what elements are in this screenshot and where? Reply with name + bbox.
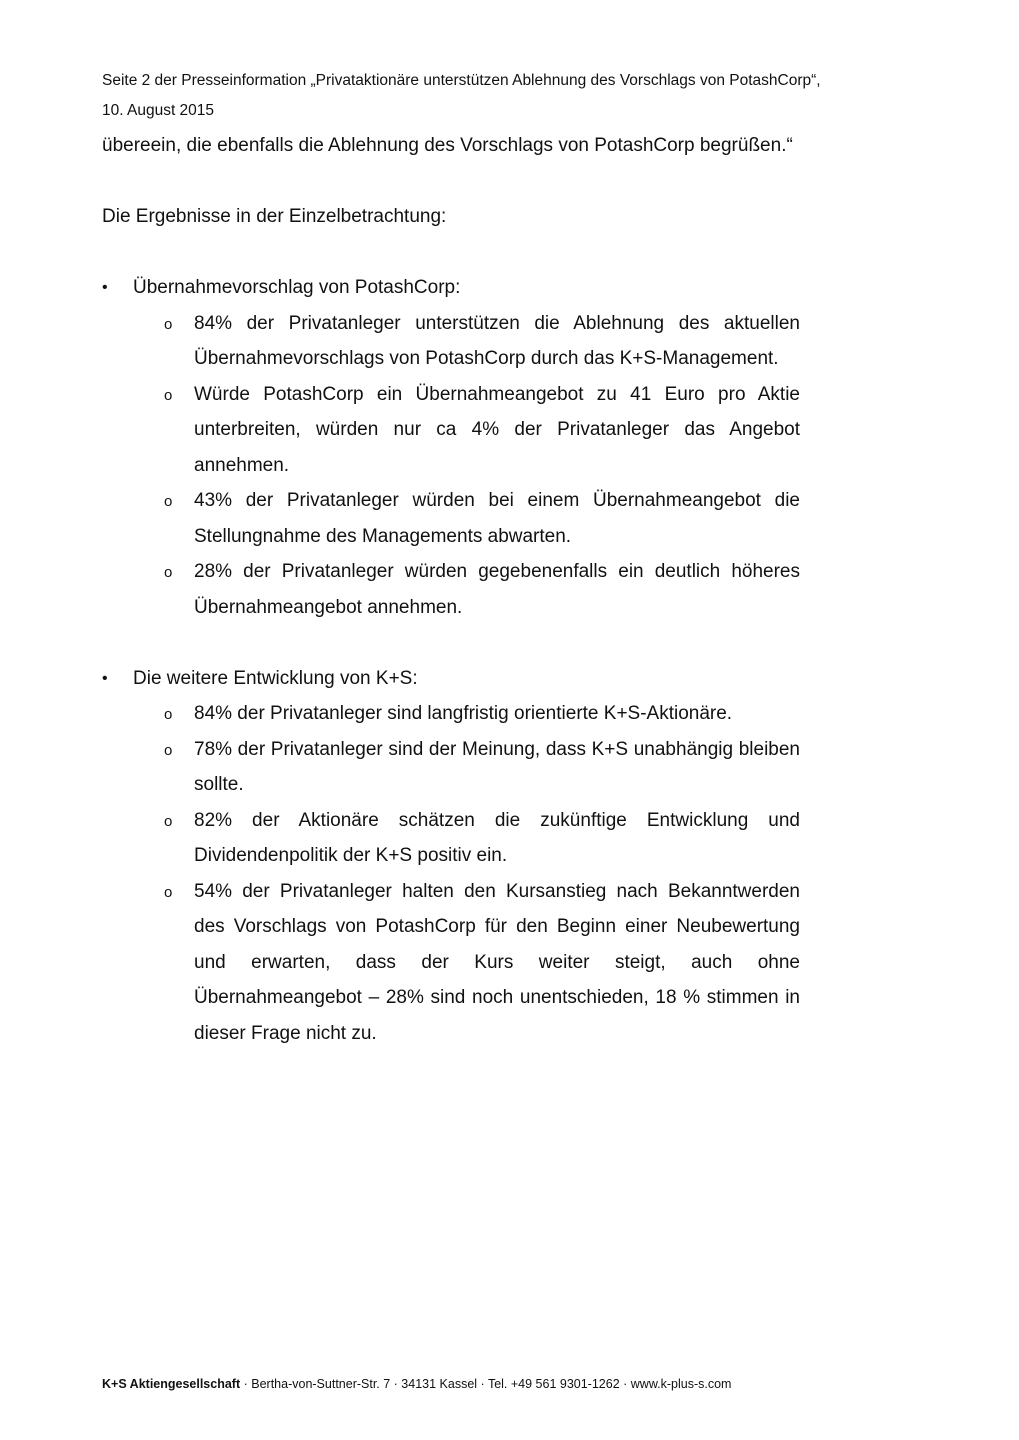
sub-item-text: 82% der Aktionäre schätzen die zukünftige Entwicklung und Dividendenpolitik der K+S positiv ein.	[194, 809, 800, 866]
document-body	[102, 128, 800, 1051]
circle-bullet-icon: o	[164, 706, 173, 723]
page-header	[102, 66, 922, 126]
spacer	[102, 235, 800, 271]
sub-list-item	[102, 696, 800, 732]
sub-item-text: 54% der Privatanleger halten den Kursanstieg nach Bekanntwerden des Vorschlags von PotashCorp für den Beginn einer Neubewertung und erwarten, dass der Kurs weiter steigt, auch ohne Übernahmeangebot – 28% sind noch unentschieden, 18 % stimmen in dieser Frage nicht zu.	[194, 880, 800, 1044]
sub-list-item	[102, 803, 800, 874]
bullet-section-development	[102, 661, 800, 1052]
sub-list-item	[102, 554, 800, 625]
bullet-item	[102, 661, 800, 697]
circle-bullet-icon: o	[164, 315, 173, 333]
bullet-icon: •	[102, 279, 108, 296]
sub-list	[102, 696, 800, 1051]
sub-item-text: 84% der Privatanleger unterstützen die Ablehnung des aktuellen Übernahmevorschlags von PotashCorp durch das K+S-Management.	[194, 312, 800, 369]
sub-item-text: 78% der Privatanleger sind der Meinung, dass K+S unabhängig bleiben sollte.	[194, 738, 800, 795]
circle-bullet-icon: o	[164, 493, 173, 510]
bullet-title: Übernahmevorschlag von PotashCorp:	[133, 277, 461, 298]
sub-list-item	[102, 732, 800, 803]
circle-bullet-icon: o	[164, 741, 173, 759]
sub-item-text: 28% der Privatanleger würden gegebenenfalls ein deutlich höheres Übernahmeangebot annehmen.	[194, 561, 800, 618]
bullet-title: Die weitere Entwicklung von K+S:	[133, 667, 418, 689]
sub-list-item	[102, 306, 800, 377]
sub-list	[102, 306, 800, 626]
sub-list-item	[102, 377, 800, 484]
bullet-icon: •	[102, 669, 108, 687]
footer-company: K+S Aktiengesellschaft	[102, 1377, 241, 1391]
circle-bullet-icon: o	[164, 564, 173, 581]
spacer	[102, 625, 800, 661]
spacer	[102, 164, 800, 200]
intro-paragraph: übereein, die ebenfalls die Ablehnung des Vorschlags von PotashCorp begrüßen.“	[102, 135, 793, 156]
header-line-title: Seite 2 der Presseinformation „Privataktionäre unterstützen Ablehnung des Vorschlags von PotashCorp“,	[102, 72, 821, 89]
sub-item-text: 43% der Privatanleger würden bei einem Übernahmeangebot die Stellungnahme des Managements abwarten.	[194, 490, 800, 547]
sub-item-text: 84% der Privatanleger sind langfristig orientierte K+S-Aktionäre.	[194, 703, 733, 724]
footer-details: · Bertha-von-Suttner-Str. 7 · 34131 Kassel · Tel. +49 561 9301-1262 · www.k-plus-s.com	[240, 1377, 732, 1391]
sub-list-item	[102, 874, 800, 1052]
page-footer	[102, 1373, 922, 1395]
section-heading: Die Ergebnisse in der Einzelbetrachtung:	[102, 206, 447, 227]
sub-item-text: Würde PotashCorp ein Übernahmeangebot zu 41 Euro pro Aktie unterbreiten, würden nur ca 4% der Privatanleger das Angebot annehmen.	[194, 383, 800, 476]
sub-list-item	[102, 483, 800, 554]
bullet-item	[102, 270, 800, 306]
circle-bullet-icon: o	[164, 386, 173, 404]
circle-bullet-icon: o	[164, 883, 173, 901]
bullet-section-takeover	[102, 270, 800, 625]
header-line-date: 10. August 2015	[102, 102, 215, 119]
circle-bullet-icon: o	[164, 812, 173, 830]
